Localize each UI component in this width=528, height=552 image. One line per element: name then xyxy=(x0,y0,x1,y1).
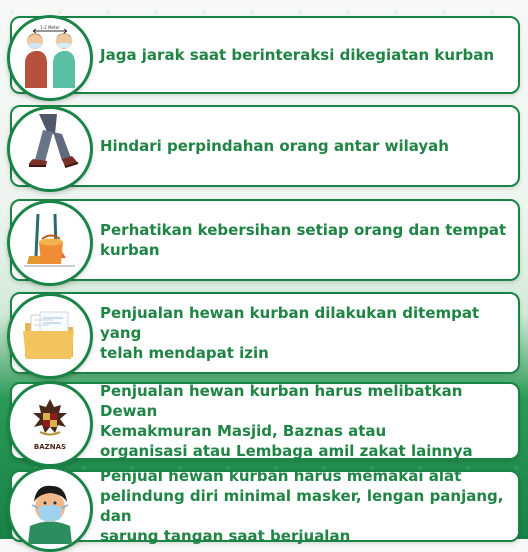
list-item xyxy=(8,382,520,460)
cleaning-supplies-icon xyxy=(7,200,93,286)
item-text: Penjual hewan kurban harus memakai alat pelindung diri minimal masker, lengan panjang, dan sarung tangan saat berjualan xyxy=(100,467,504,545)
health-protocol-list xyxy=(8,8,528,545)
list-item xyxy=(8,199,520,281)
list-item xyxy=(8,467,520,545)
list-item xyxy=(8,292,520,374)
walking-legs-icon xyxy=(7,106,93,192)
item-text: Hindari perpindahan orang antar wilayah xyxy=(100,137,449,155)
garuda-baznas-icon xyxy=(7,381,93,467)
item-text: Perhatikan kebersihan setiap orang dan tempat kurban xyxy=(100,221,507,259)
baznas-label: BAZNAS xyxy=(33,443,67,451)
item-text: Jaga jarak saat berinteraksi dikegiatan kurban xyxy=(100,46,494,64)
distance-icon xyxy=(7,15,93,101)
distance-label: 1-2 Meter xyxy=(40,25,60,30)
masked-person-icon xyxy=(7,466,93,552)
list-item xyxy=(8,105,520,187)
item-text: Penjualan hewan kurban dilakukan ditempat yang telah mendapat izin xyxy=(100,304,480,362)
list-item xyxy=(8,16,520,94)
folder-documents-icon xyxy=(7,293,93,379)
item-text: Penjualan hewan kurban harus melibatkan Dewan Kemakmuran Masjid, Baznas atau organisasi atau Lembaga amil zakat lainnya xyxy=(100,382,473,460)
